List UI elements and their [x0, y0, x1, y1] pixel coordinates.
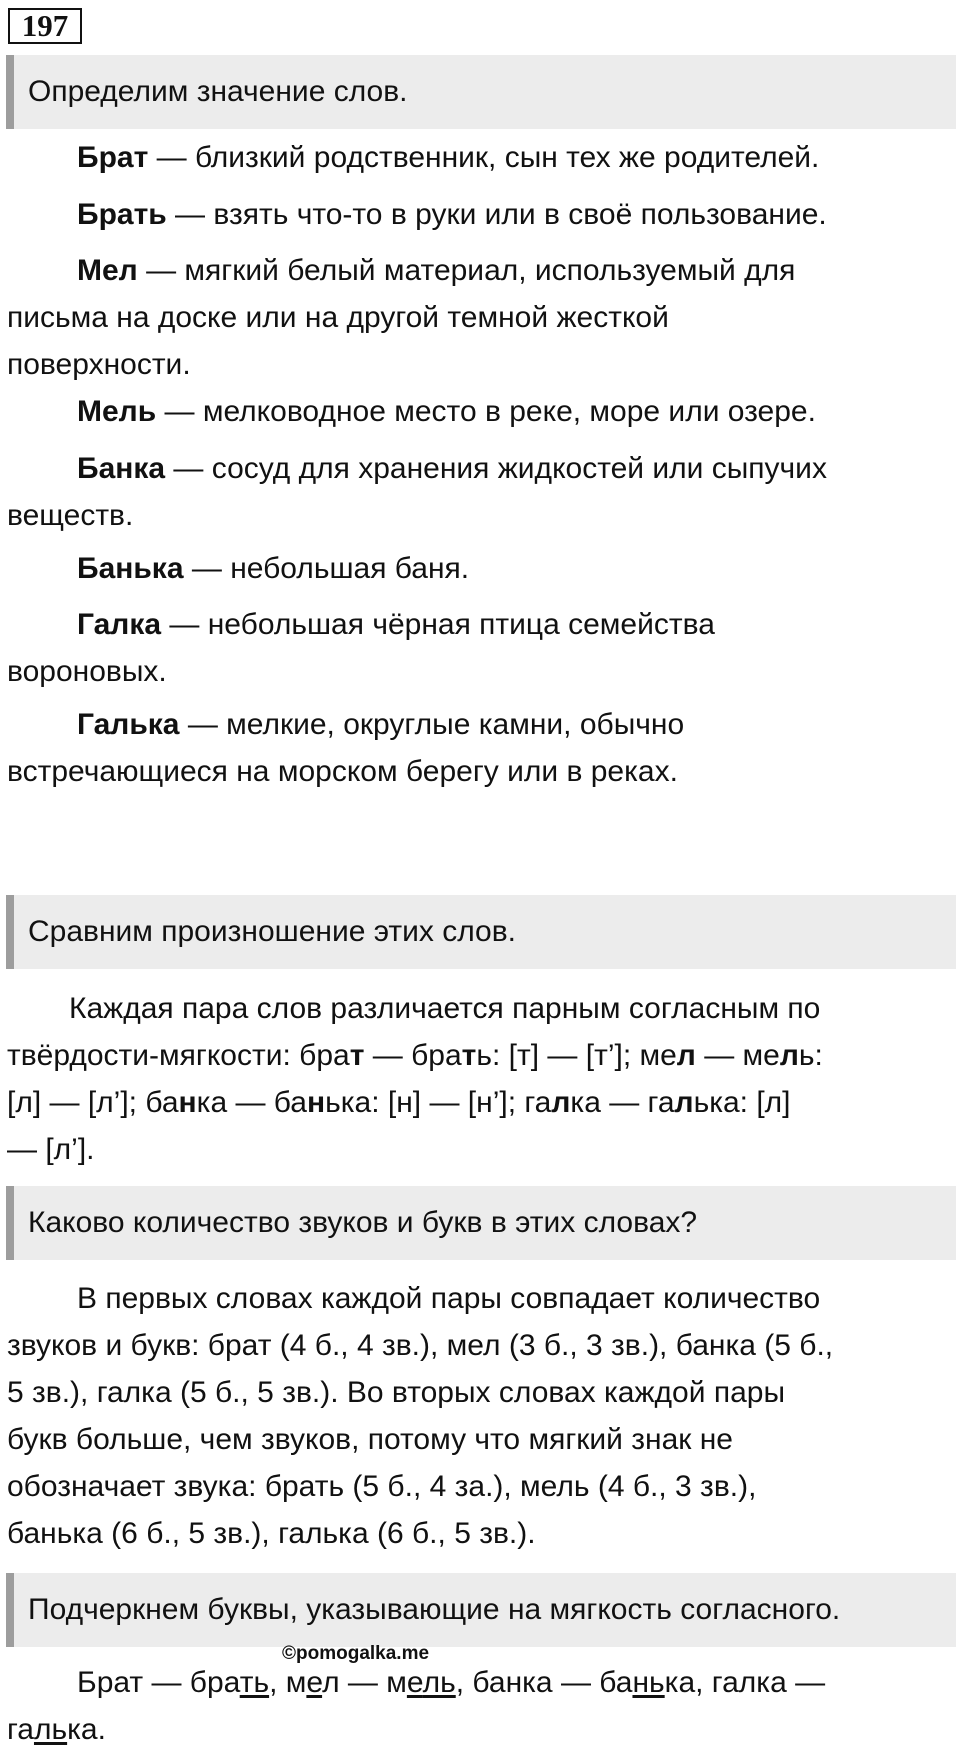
definition-banka-soft: Банька — небольшая баня.	[77, 552, 470, 585]
definition-galka-soft: Галька — мелкие, округлые камни, обычно встречающиеся на морском берегу или в реках.	[7, 708, 685, 788]
term: Мел	[77, 254, 138, 287]
definition-galka: Галка — небольшая чёрная птица семейства вороновых.	[7, 608, 715, 688]
pronunciation-text: Каждая пара слов различается парным согласным по твёрдости-мягкости: брат — брать: [т] — [т’]; мел — мель: [л] — [л’]; банка — банька: [н] — [н’]; галка — галька: [л] — [л’].	[7, 992, 823, 1166]
term: Мель	[77, 395, 157, 428]
term: Банка	[77, 452, 166, 485]
term: Галька	[77, 708, 180, 741]
definition-brat-verb: Брать — взять что-то в руки или в своё пользование.	[77, 198, 827, 231]
section-header-meanings: Определим значение слов.	[6, 55, 956, 129]
exercise-number: 197	[8, 8, 82, 44]
section-header-count: Каково количество звуков и букв в этих словах?	[6, 1186, 956, 1260]
term: Галка	[77, 608, 162, 641]
definition-mel: Мел — мягкий белый материал, используемый для письма на доске или на другой темной жесткой поверхности.	[7, 254, 796, 381]
section-header-pronunciation: Сравним произношение этих слов.	[6, 895, 956, 969]
definition-banka: Банка — сосуд для хранения жидкостей или сыпучих веществ.	[7, 452, 827, 532]
count-text: В первых словах каждой пары совпадает количество звуков и букв: брат (4 б., 4 зв.), мел (3 б., 3 зв.), банка (5 б., 5 зв.), галка (5 б., 5 зв.). Во вторых словах каждой пары букв больше, чем звуков, потому что мягкий знак не обозначает звука: брать (5 б., 4 за.), мель (4 б., 3 зв.), банька (6 б., 5 зв.), галька (6 б., 5 зв.).	[7, 1282, 834, 1550]
term: Банька	[77, 552, 184, 585]
underline-text: Брат — брать, мел — мель, банка — банька, галка — галька.	[7, 1666, 826, 1746]
term: Брать	[77, 198, 167, 231]
definition-mel-soft: Мель — мелководное место в реке, море или озере.	[77, 395, 816, 428]
copyright-watermark: ©pomogalka.me	[282, 1643, 430, 1664]
term: Брат	[77, 141, 149, 174]
section-header-underline: Подчеркнем буквы, указывающие на мягкость согласного.	[6, 1573, 956, 1647]
definition-brat: Брат — близкий родственник, сын тех же родителей.	[77, 141, 820, 174]
